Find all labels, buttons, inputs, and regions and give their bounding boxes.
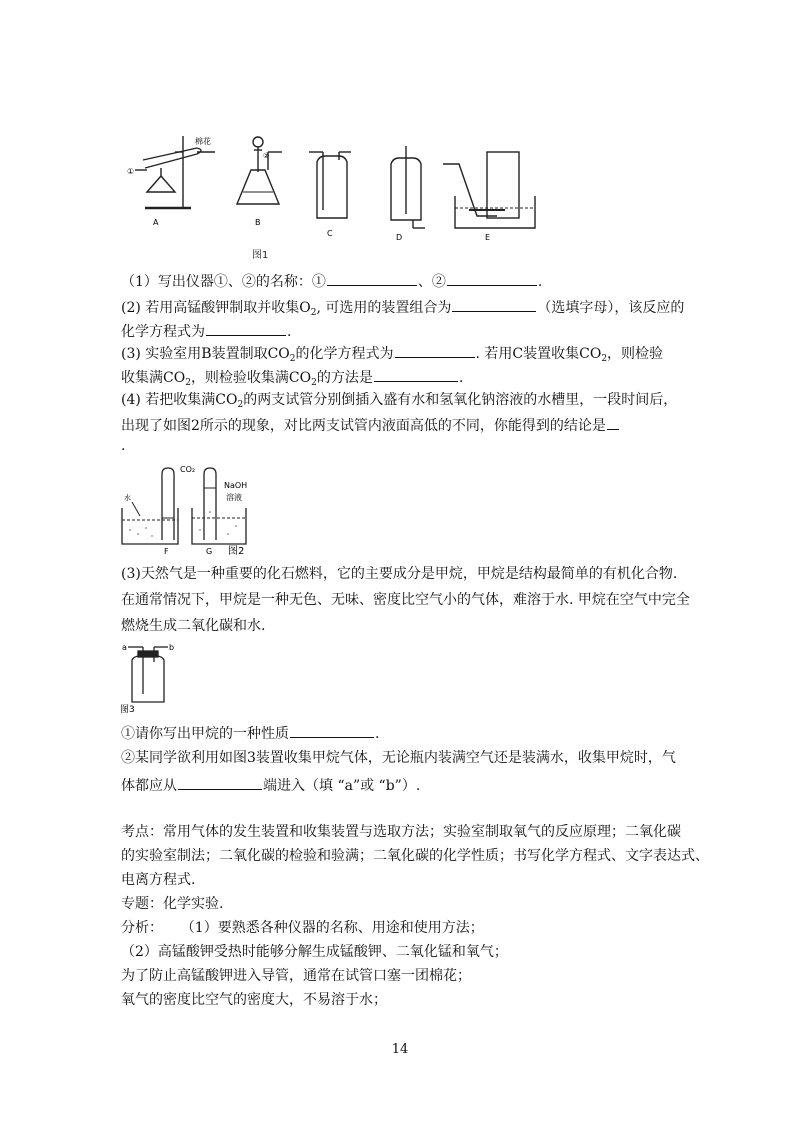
page-number: 14 <box>391 1042 409 1057</box>
question-methane-collect-line-1: ②某同学欲利用如图3装置收集甲烷气体，无论瓶内装满空气还是装满水，收集甲烷时，气 <box>121 750 676 766</box>
answer-blank-4[interactable] <box>206 320 286 336</box>
apparatus-e <box>443 152 535 228</box>
apparatus-b <box>237 137 282 204</box>
methane-intro-line-3: 燃烧生成二氧化碳和水. <box>121 618 266 634</box>
apparatus-c <box>309 152 351 218</box>
zhuanti-line: 专题：化学实验. <box>121 896 224 912</box>
label-b-port: b <box>169 643 175 652</box>
label-callout-2: ② <box>263 152 270 160</box>
question-4-line-3: . <box>121 438 126 454</box>
question-2-line-1: (2) 若用高锰酸钾制取并收集$O_2$, 可选用的装置组合为 （选填字母），该反应的 <box>121 296 684 318</box>
label-g: G <box>206 547 213 556</box>
kaodian-line-2: 的实验室制法；二氧化碳的检验和验满；二氧化碳的化学性质；书写化学方程式、文字表达式、 <box>121 848 709 864</box>
question-methane-collect-line-2: 体都应从 端进入（填 “a”或 “b”）. <box>121 774 420 796</box>
answer-blank-7[interactable] <box>607 414 619 430</box>
answer-blank-2[interactable] <box>447 270 537 286</box>
figure-3-bottle <box>118 642 178 714</box>
label-naoh: NaOH <box>224 481 248 490</box>
tube-g <box>204 468 216 540</box>
label-solution: 溶液 <box>226 493 242 502</box>
answer-blank-5[interactable] <box>395 342 475 358</box>
figure-2-caption: 图2 <box>228 546 245 557</box>
answer-blank-6[interactable] <box>374 366 458 382</box>
fenxi-line: 分析： （1）要熟悉各种仪器的名称、用途和使用方法； <box>121 920 484 936</box>
label-callout-1: ① <box>127 167 135 176</box>
kaodian-line-3: 电离方程式. <box>121 872 196 888</box>
label-water: 水 <box>124 494 131 502</box>
label-f: F <box>164 547 169 556</box>
figure-2-apparatus <box>118 462 268 558</box>
trough-naoh <box>192 508 246 544</box>
label-a-port: a <box>122 643 127 652</box>
question-4-line-1: (4) 若把收集满$CO_2$的两支试管分别倒插入盛有水和氢氧化钠溶液的水槽里，一段时间后， <box>121 392 678 410</box>
label-d: D <box>396 233 403 242</box>
label-cotton: 棉花 <box>195 137 211 146</box>
label-a: A <box>153 218 159 227</box>
answer-blank-1[interactable] <box>327 270 417 286</box>
analysis-para-4: 氧气的密度比空气的密度大，不易溶于水； <box>121 992 387 1008</box>
label-b: B <box>255 218 261 227</box>
answer-blank-9[interactable] <box>178 774 262 790</box>
answer-blank-3[interactable] <box>452 296 536 312</box>
analysis-para-3: 为了防止高锰酸钾进入导管，通常在试管口塞一团棉花； <box>121 968 471 984</box>
figure-1-apparatus <box>125 130 545 248</box>
apparatus-a <box>135 136 215 208</box>
question-2-line-2: 化学方程式为 . <box>121 320 291 342</box>
question-3-line-2: 收集满$CO_2$，则检验收集满$CO_2$的方法是 . <box>121 366 463 388</box>
tube-f <box>162 468 174 540</box>
question-4-line-2: 出现了如图2所示的现象，对比两支试管内液面高低的不同，你能得到的结论是 <box>121 414 620 436</box>
question-3-line-1: (3) 实验室用B装置制取$CO_2$的化学方程式为 . 若用C装置收集$CO_2$，则检验 <box>121 342 663 364</box>
methane-intro-line-2: 在通常情况下，甲烷是一种无色、无味、密度比空气小的气体，难溶于水. 甲烷在空气中完全 <box>121 592 690 608</box>
kaodian-line-1: 考点：常用气体的发生装置和收集装置与选取方法；实验室制取氧气的反应原理；二氧化碳 <box>121 824 681 840</box>
label-c: C <box>327 229 333 238</box>
apparatus-d <box>391 146 425 228</box>
figure-1-caption: 图1 <box>252 250 269 261</box>
label-co2: CO₂ <box>180 465 196 474</box>
label-e: E <box>485 233 491 242</box>
figure-3-caption: 图3 <box>120 705 135 714</box>
analysis-para-2: （2）高锰酸钾受热时能够分解生成锰酸钾、二氧化锰和氧气； <box>121 944 508 960</box>
methane-intro-line-1: (3)天然气是一种重要的化石燃料，它的主要成分是甲烷，甲烷是结构最简单的有机化合物. <box>121 566 678 582</box>
trough-water <box>122 508 178 544</box>
question-1: （1）写出仪器①、②的名称：① 、② . <box>121 270 542 292</box>
question-methane-property: ①请你写出甲烷的一种性质 . <box>121 722 379 744</box>
answer-blank-8[interactable] <box>290 722 374 738</box>
